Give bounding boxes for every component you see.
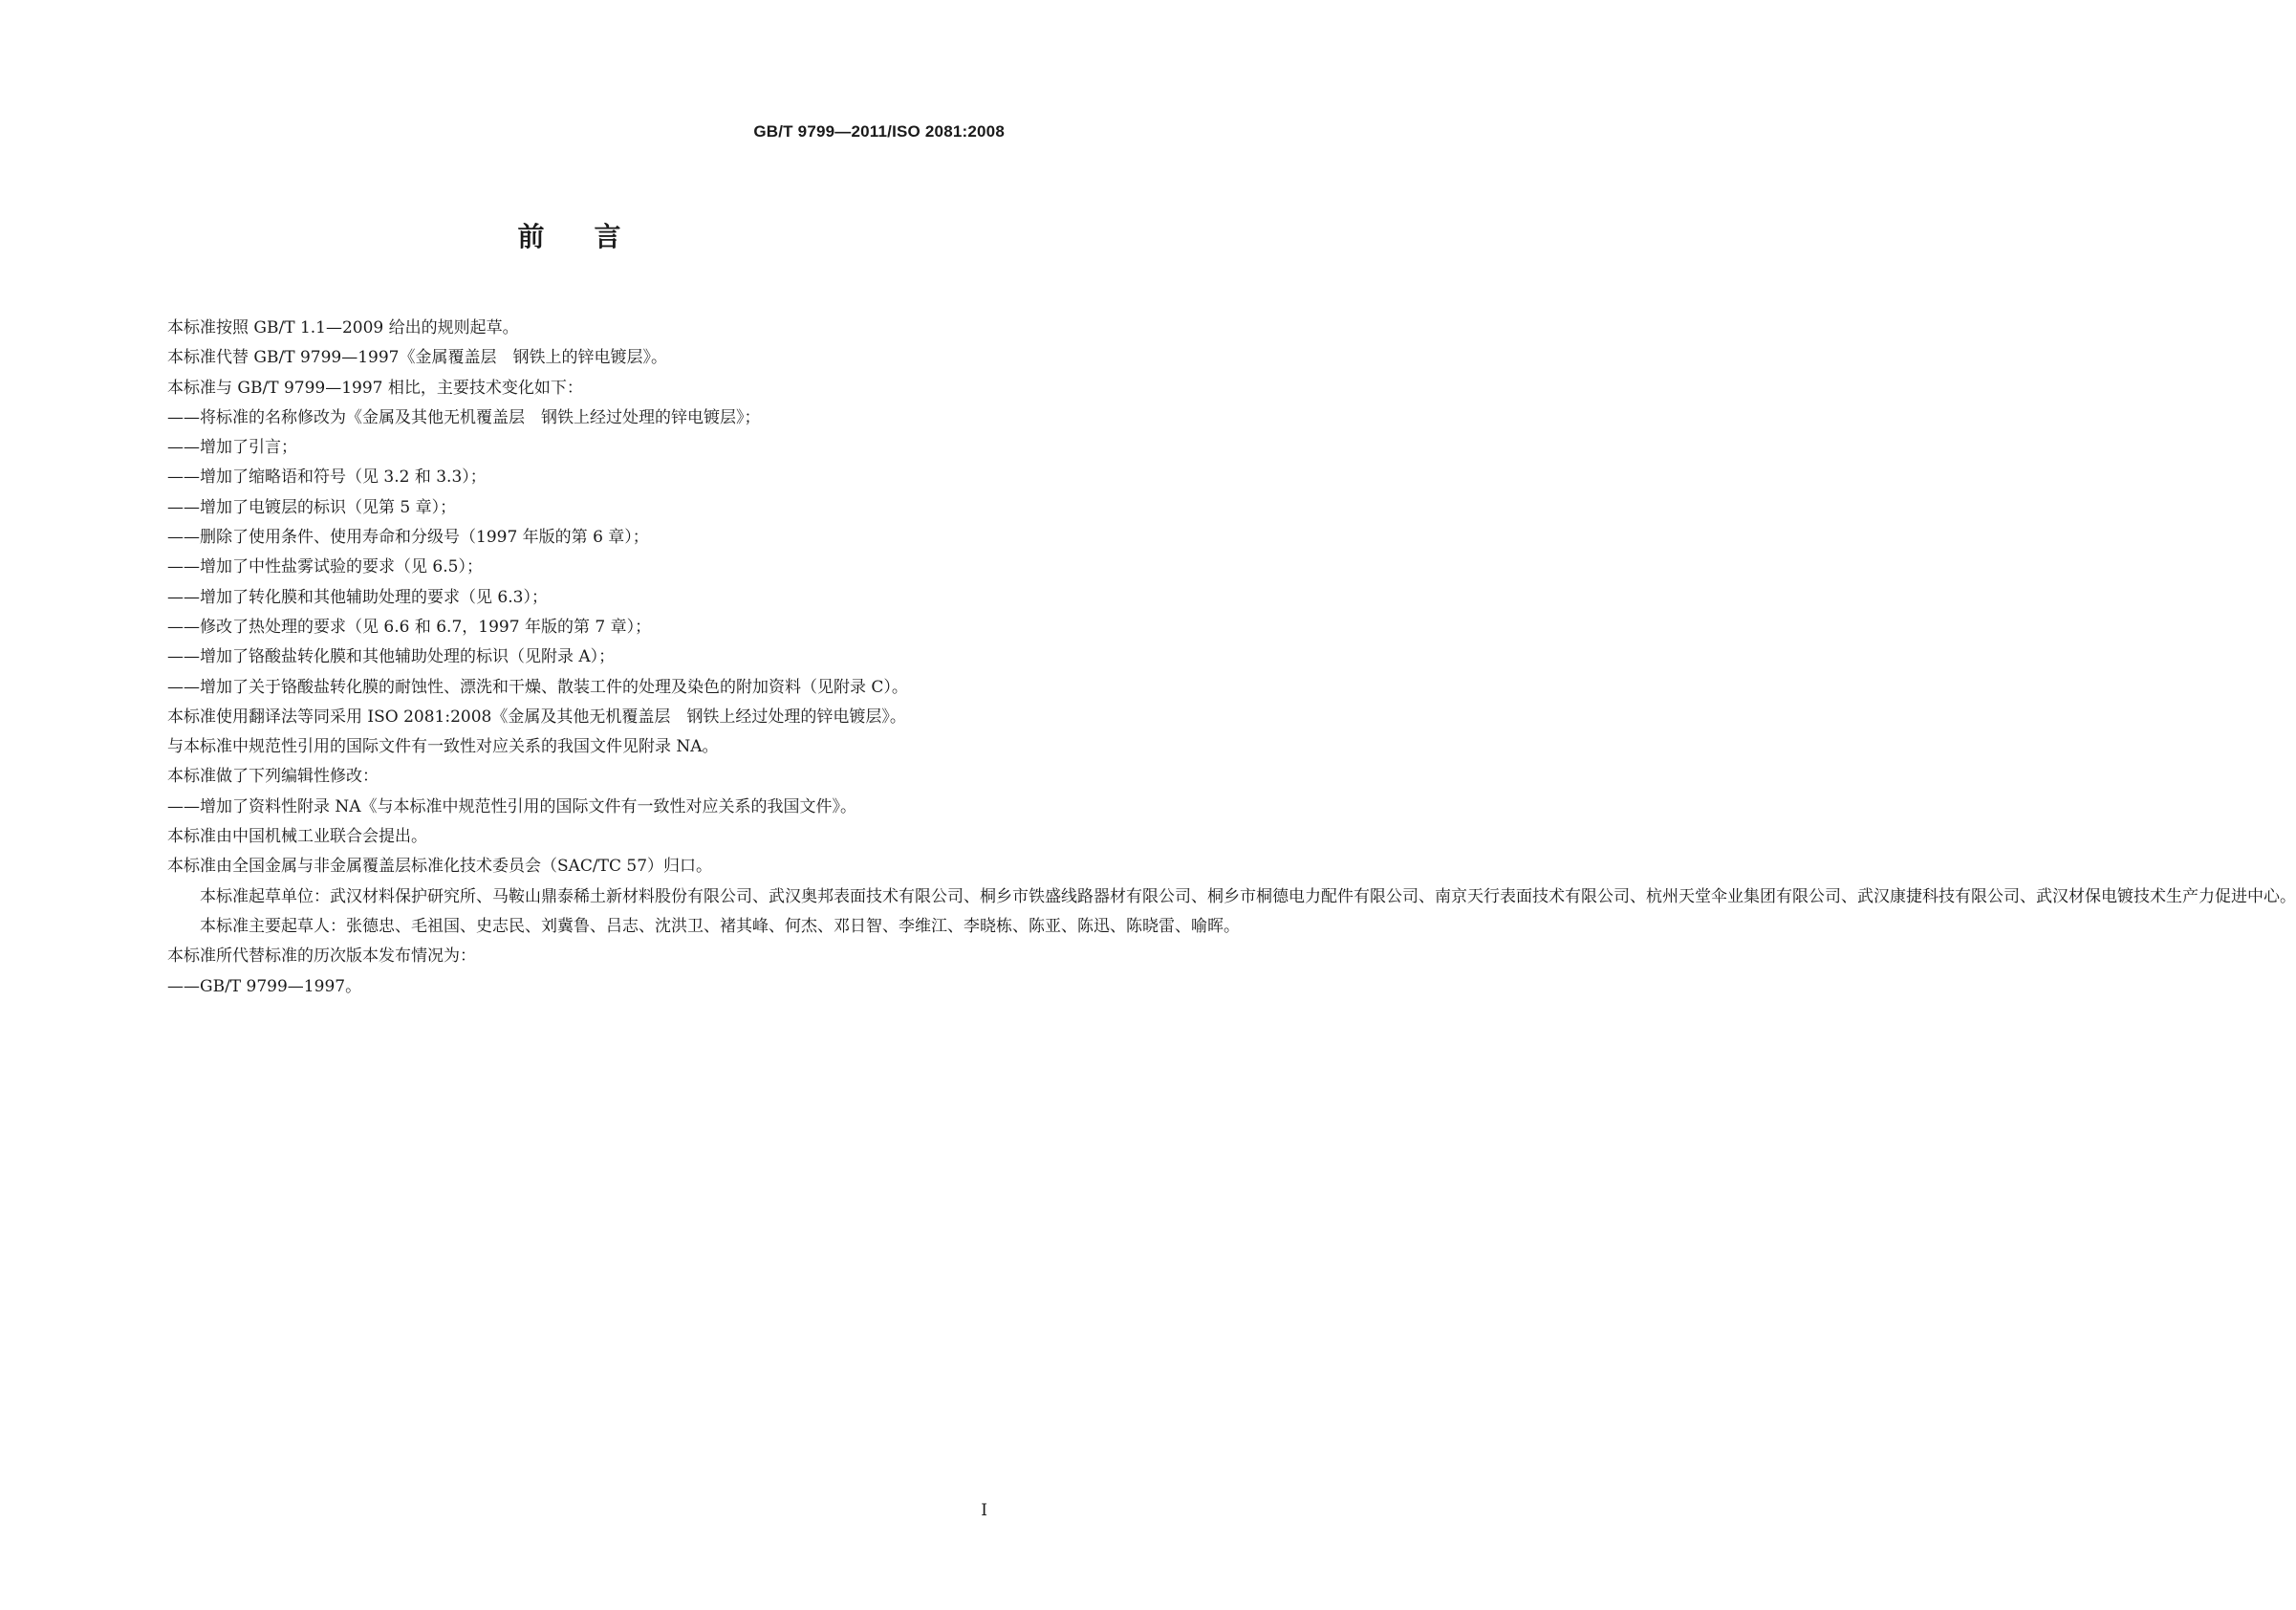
history-intro: 本标准所代替标准的历次版本发布情况为：: [167, 946, 476, 967]
text-line: 与本标准中规范性引用的国际文件有一致性对应关系的我国文件见附录 NA。: [167, 737, 719, 757]
drafters-paragraph: 本标准主要起草人：张德忠、毛祖国、史志民、刘冀鲁、吕志、沈洪卫、褚其峰、何杰、邓日智、李维江、李晓栋、陈亚、陈迅、陈晓雷、喻晖。: [200, 916, 1240, 936]
text-line: 本标准使用翻译法等同采用 ISO 2081:2008《金属及其他无机覆盖层 钢铁上经过处理的锌电镀层》。: [167, 707, 906, 727]
page-number: I: [981, 1501, 987, 1520]
text-line: 本标准与 GB/T 9799—1997 相比，主要技术变化如下：: [167, 378, 583, 398]
text-line: 本标准由全国金属与非金属覆盖层标准化技术委员会（SAC/TC 57）归口。: [167, 857, 713, 877]
list-item: ——增加了中性盐雾试验的要求（见 6.5）；: [167, 557, 483, 577]
standard-code-header: GB/T 9799—2011/ISO 2081:2008: [753, 122, 1005, 141]
text-line: 本标准做了下列编辑性修改：: [167, 767, 379, 787]
drafting-units-paragraph: 本标准起草单位：武汉材料保护研究所、马鞍山鼎泰稀土新材料股份有限公司、武汉奥邦表面技术有限公司、桐乡市铁盛线路器材有限公司、桐乡市桐德电力配件有限公司、南京天行表面技术有限公司、杭州天堂伞业集团有限公司、武汉康捷科技有限公司、武汉材保电镀技术生产力促进中心。: [200, 886, 2296, 906]
list-item: ——将标准的名称修改为《金属及其他无机覆盖层 钢铁上经过处理的锌电镀层》；: [167, 407, 761, 427]
history-item: ——GB/T 9799—1997。: [167, 976, 362, 996]
list-item: ——增加了铬酸盐转化膜和其他辅助处理的标识（见附录 A）；: [167, 647, 616, 667]
list-item: ——修改了热处理的要求（见 6.6 和 6.7，1997 年版的第 7 章）；: [167, 617, 652, 637]
text-line: 本标准代替 GB/T 9799—1997《金属覆盖层 钢铁上的锌电镀层》。: [167, 348, 667, 368]
list-item: ——删除了使用条件、使用寿命和分级号（1997 年版的第 6 章）；: [167, 528, 649, 548]
list-item: ——增加了引言；: [167, 438, 297, 458]
list-item: ——增加了转化膜和其他辅助处理的要求（见 6.3）；: [167, 587, 548, 607]
list-item: ——增加了资料性附录 NA《与本标准中规范性引用的国际文件有一致性对应关系的我国文件》。: [167, 796, 857, 816]
list-item: ——增加了关于铬酸盐转化膜的耐蚀性、漂洗和干燥、散装工件的处理及染色的附加资料（见附录 C）。: [167, 677, 908, 697]
list-item: ——增加了缩略语和符号（见 3.2 和 3.3）；: [167, 468, 487, 488]
text-line: 本标准由中国机械工业联合会提出。: [167, 827, 427, 847]
text-line: 本标准按照 GB/T 1.1—2009 给出的规则起草。: [167, 318, 519, 337]
foreword-content: [167, 314, 2296, 1002]
page-title: 前言: [517, 221, 671, 252]
list-item: ——增加了电镀层的标识（见第 5 章）；: [167, 497, 457, 517]
